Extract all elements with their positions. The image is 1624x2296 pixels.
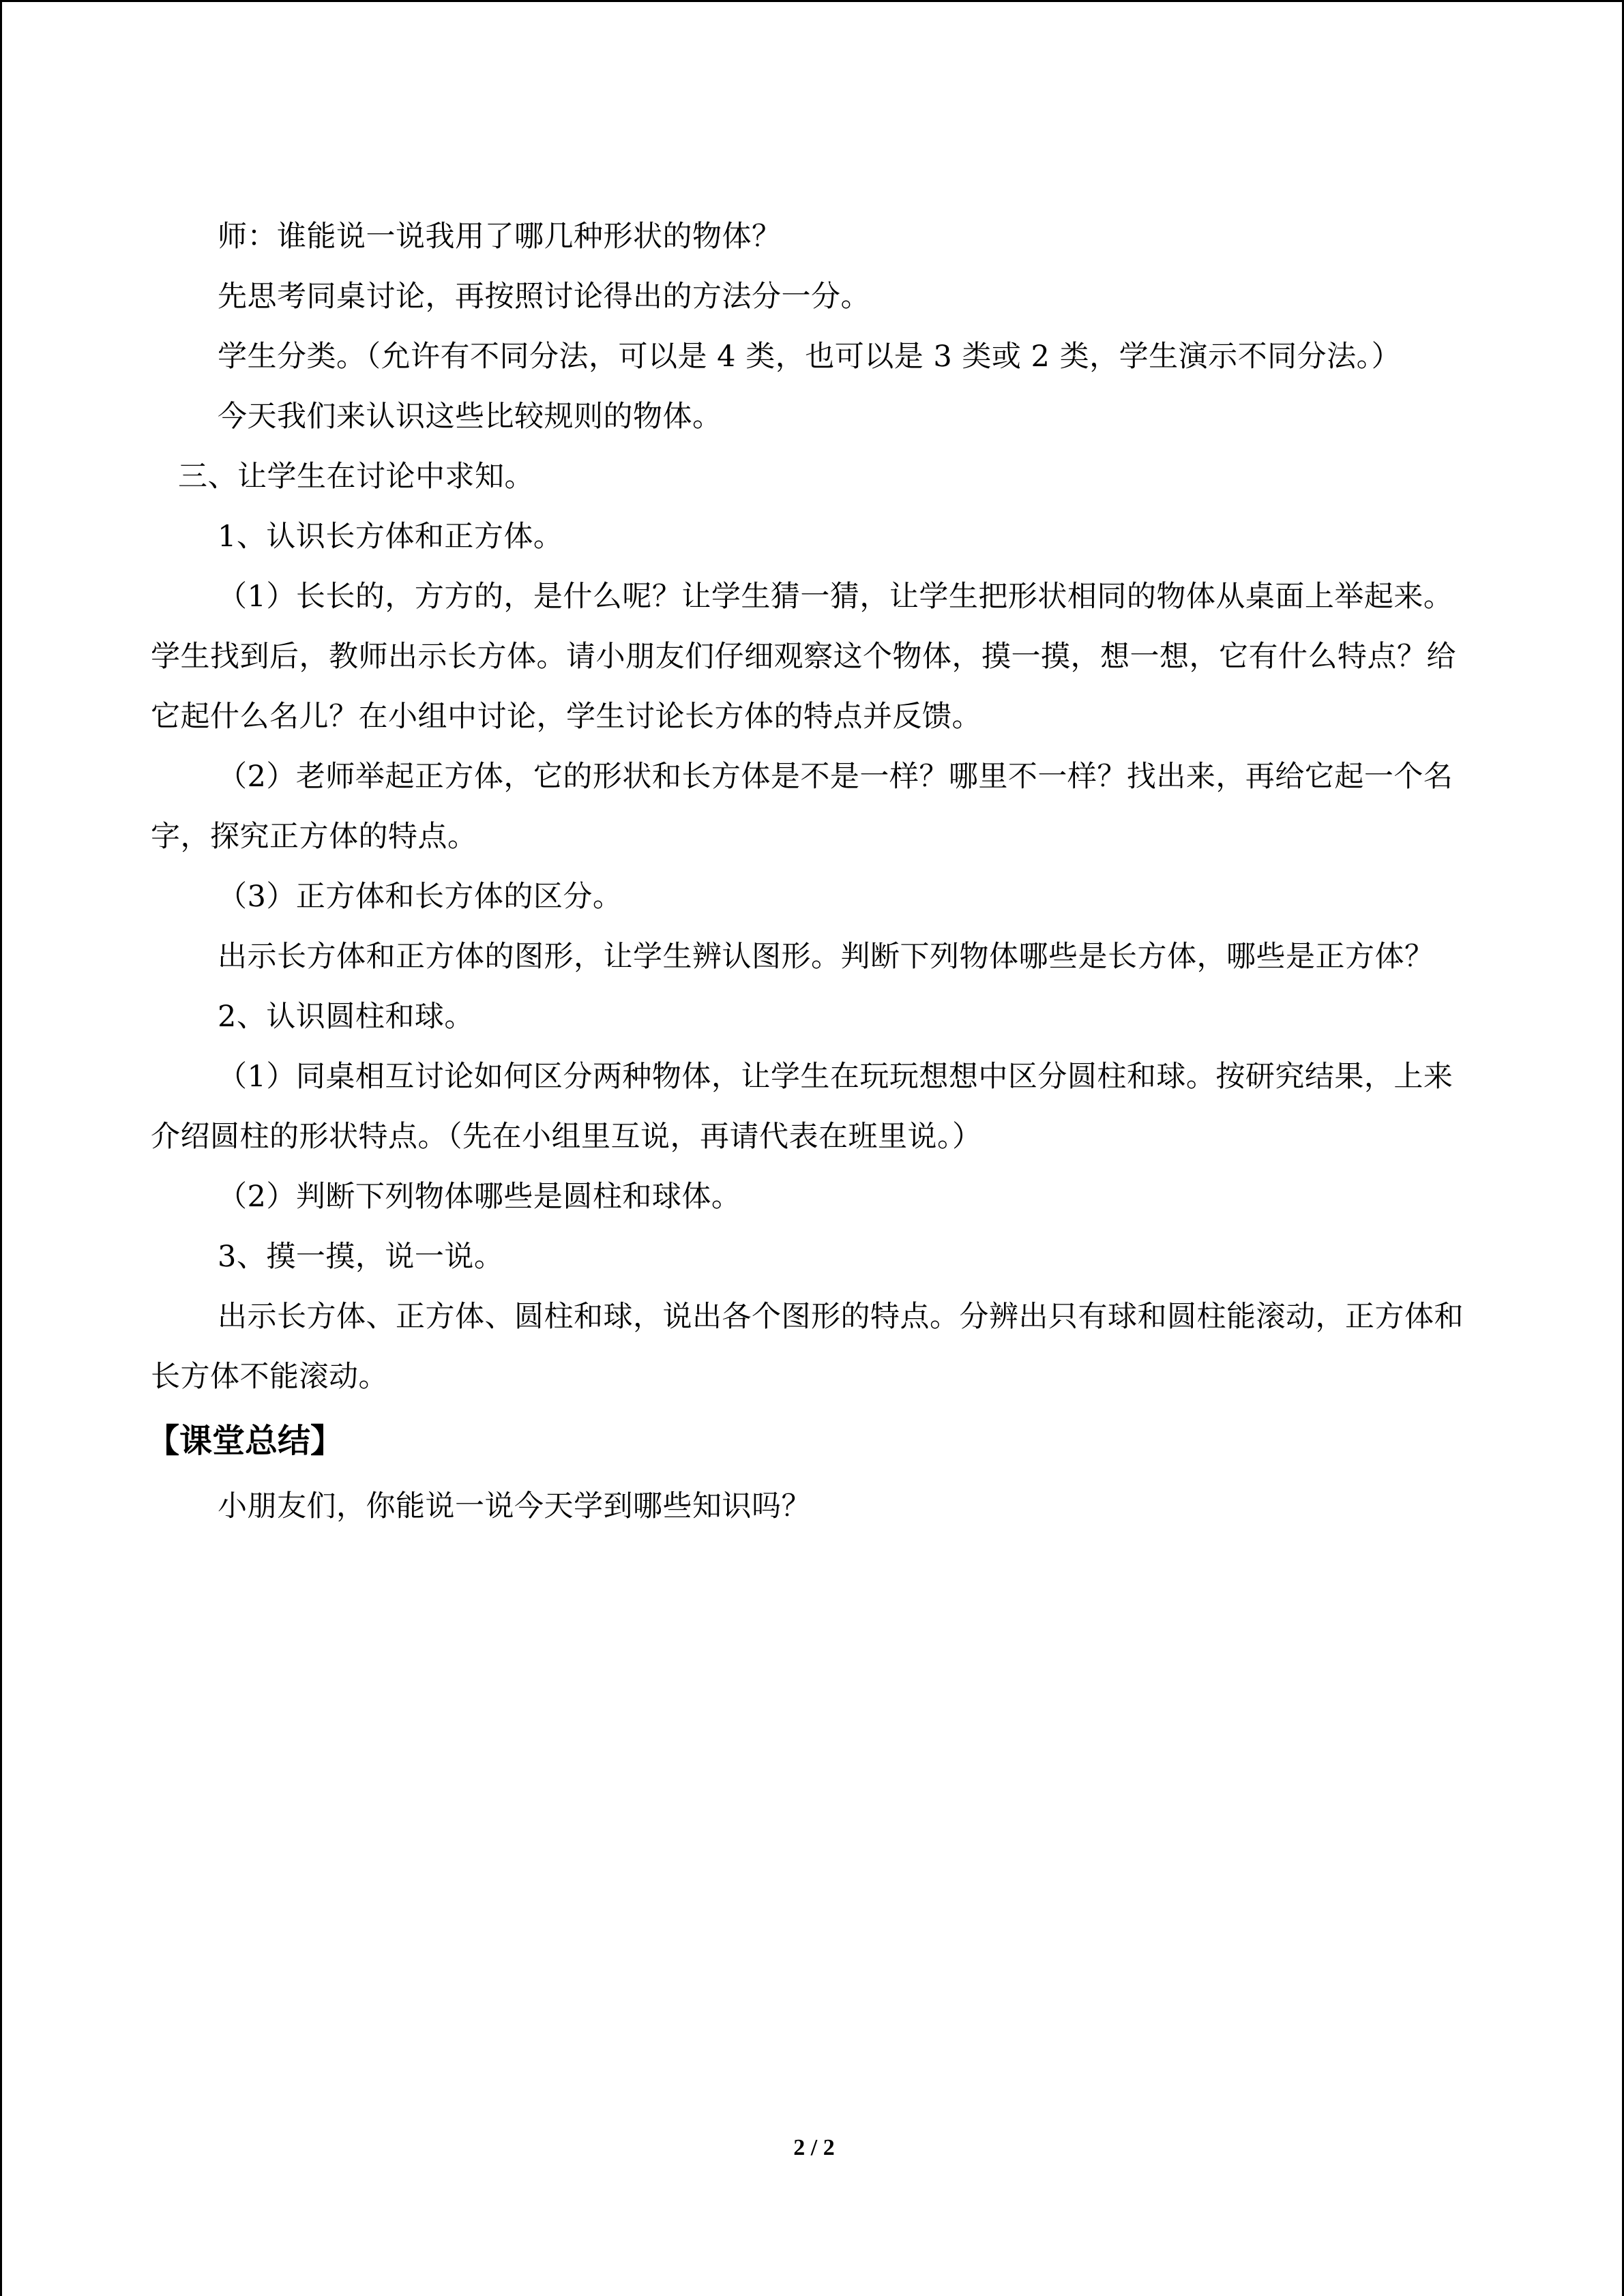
paragraph: （2）老师举起正方体，它的形状和长方体是不是一样？哪里不一样？找出来，再给它起一个名字，探究正方体的特点。	[151, 760, 1453, 854]
summary-heading: 【课堂总结】	[147, 1422, 344, 1460]
paragraph: 师：谁能说一说我用了哪几种形状的物体？	[218, 220, 782, 254]
paragraph: 学生分类。（允许有不同分法，可以是 4 类，也可以是 3 类或 2 类，学生演示不同分法。）	[218, 340, 1402, 374]
paragraph: 先思考同桌讨论，再按照讨论得出的方法分一分。	[218, 280, 870, 314]
subsection-heading: 2、认识圆柱和球。	[218, 1000, 474, 1034]
subsection-heading: 3、摸一摸，说一说。	[218, 1240, 504, 1274]
paragraph: （1）同桌相互讨论如何区分两种物体，让学生在玩玩想想中区分圆柱和球。按研究结果，上来介绍圆柱的形状特点。（先在小组里互说，再请代表在班里说。）	[151, 1060, 1453, 1154]
paragraph: （2）判断下列物体哪些是圆柱和球体。	[218, 1180, 741, 1214]
paragraph: 今天我们来认识这些比较规则的物体。	[218, 400, 722, 434]
paragraph: （3）正方体和长方体的区分。	[218, 880, 623, 914]
summary-text: 小朋友们，你能说一说今天学到哪些知识吗？	[218, 1489, 811, 1523]
paragraph: （1）长长的，方方的，是什么呢？让学生猜一猜，让学生把形状相同的物体从桌面上举起来。学生找到后，教师出示长方体。请小朋友们仔细观察这个物体，摸一摸，想一想，它有什么特点？给它起什么名儿？在小组中讨论，学生讨论长方体的特点并反馈。	[151, 580, 1456, 734]
paragraph: 出示长方体、正方体、圆柱和球，说出各个图形的特点。分辨出只有球和圆柱能滚动，正方体和长方体不能滚动。	[151, 1300, 1464, 1394]
page-number: 2 / 2	[793, 2135, 835, 2160]
section-heading: 三、让学生在讨论中求知。	[178, 460, 534, 494]
subsection-heading: 1、认识长方体和正方体。	[218, 520, 563, 554]
paragraph: 出示长方体和正方体的图形，让学生辨认图形。判断下列物体哪些是长方体，哪些是正方体？	[218, 940, 1434, 974]
document-body	[147, 207, 1481, 1536]
